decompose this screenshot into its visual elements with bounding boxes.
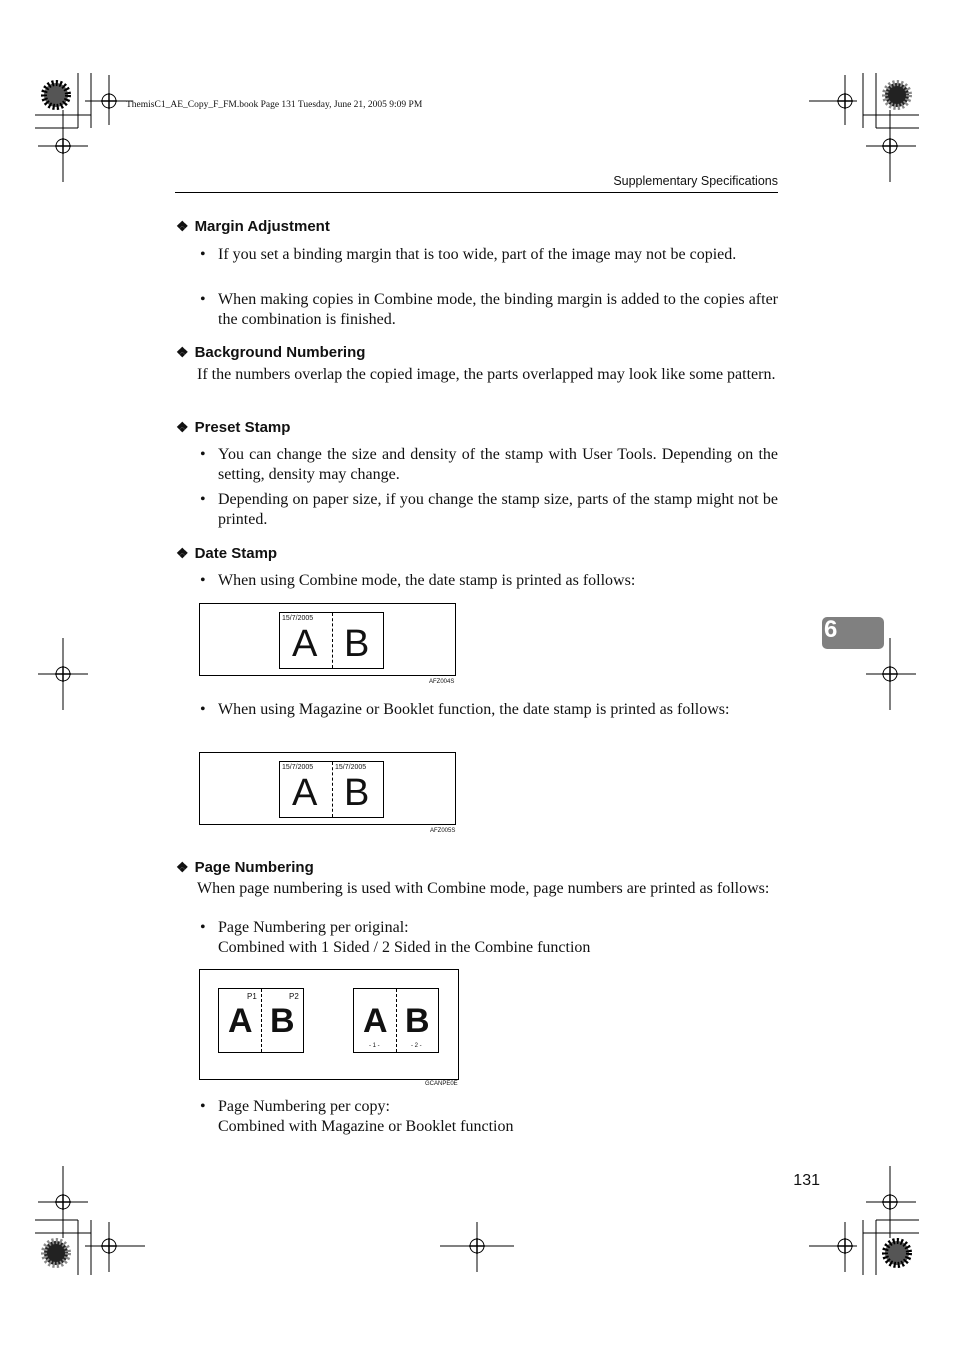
page-label-p2: P2 bbox=[289, 992, 299, 1001]
date-stamp-left: 15/7/2005 bbox=[282, 764, 314, 771]
list-item: • Page Numbering per copy: Combined with Magazine or Booklet function bbox=[200, 1098, 514, 1135]
heading-page-numbering: ❖ Page Numbering bbox=[176, 859, 314, 876]
bullet-icon: • bbox=[200, 446, 206, 463]
bullet-icon: • bbox=[200, 919, 206, 936]
file-info: ThemisC1_AE_Copy_F_FM.book Page 131 Tuesday, June 21, 2005 9:09 PM bbox=[126, 100, 423, 110]
date-stamp-right: 15/7/2005 bbox=[335, 764, 367, 771]
page-b: B bbox=[344, 623, 370, 665]
page-a: A bbox=[228, 1002, 253, 1040]
bullet-icon: • bbox=[200, 1098, 206, 1115]
figure-code: AFZ005S bbox=[430, 828, 456, 834]
figure-combine-date-stamp bbox=[199, 603, 456, 676]
diamond-icon: ❖ bbox=[176, 344, 189, 360]
fold-line bbox=[396, 989, 397, 1052]
bullet-icon: • bbox=[200, 572, 206, 589]
page-a: A bbox=[363, 1002, 388, 1040]
bullet-icon: • bbox=[200, 491, 206, 508]
diamond-icon: ❖ bbox=[176, 419, 189, 435]
figure-code: GCANPE0E bbox=[425, 1081, 458, 1087]
page-number-1: - 1 - bbox=[369, 1043, 380, 1049]
fold-line bbox=[261, 989, 262, 1052]
date-stamp: 15/7/2005 bbox=[282, 615, 314, 622]
diamond-icon: ❖ bbox=[176, 545, 189, 561]
heading-date-stamp: ❖ Date Stamp bbox=[176, 545, 278, 562]
booklet-sheet bbox=[279, 761, 384, 818]
header-rule bbox=[175, 192, 778, 193]
page-number-2: - 2 - bbox=[411, 1043, 422, 1049]
page-a: A bbox=[292, 623, 318, 665]
page-b: B bbox=[344, 772, 370, 814]
heading-margin-adjustment: ❖ Margin Adjustment bbox=[176, 218, 330, 235]
page-b: B bbox=[405, 1002, 430, 1040]
running-header: Supplementary Specifications bbox=[613, 174, 778, 188]
bullet-icon: • bbox=[200, 701, 206, 718]
figure-page-numbering-per-original bbox=[199, 969, 459, 1080]
combined-sheet bbox=[279, 612, 384, 669]
fold-line bbox=[332, 613, 333, 668]
bullet-icon: • bbox=[200, 291, 206, 308]
figure-booklet-date-stamp bbox=[199, 752, 456, 825]
diamond-icon: ❖ bbox=[176, 859, 189, 875]
chapter-number: 6 bbox=[824, 616, 838, 643]
figure-code: AFZ004S bbox=[429, 679, 455, 685]
sheet-page-numbers bbox=[353, 988, 439, 1053]
paragraph-background-numbering: If the numbers overlap the copied image, the parts overlapped may look like some pattern. bbox=[197, 366, 776, 383]
list-item: • Page Numbering per original: Combined with 1 Sided / 2 Sided in the Combine function bbox=[200, 919, 591, 956]
fold-line bbox=[332, 762, 333, 817]
page-label-p1: P1 bbox=[247, 992, 257, 1001]
bullet-icon: • bbox=[200, 246, 206, 263]
sheet-page-labels bbox=[218, 988, 304, 1053]
page-a: A bbox=[292, 772, 318, 814]
paragraph-page-numbering: When page numbering is used with Combine mode, page numbers are printed as follows: bbox=[197, 880, 770, 897]
heading-background-numbering: ❖ Background Numbering bbox=[176, 344, 366, 361]
page-b: B bbox=[270, 1002, 295, 1040]
page-number: 131 bbox=[793, 1172, 820, 1189]
diamond-icon: ❖ bbox=[176, 218, 189, 234]
heading-preset-stamp: ❖ Preset Stamp bbox=[176, 419, 291, 436]
